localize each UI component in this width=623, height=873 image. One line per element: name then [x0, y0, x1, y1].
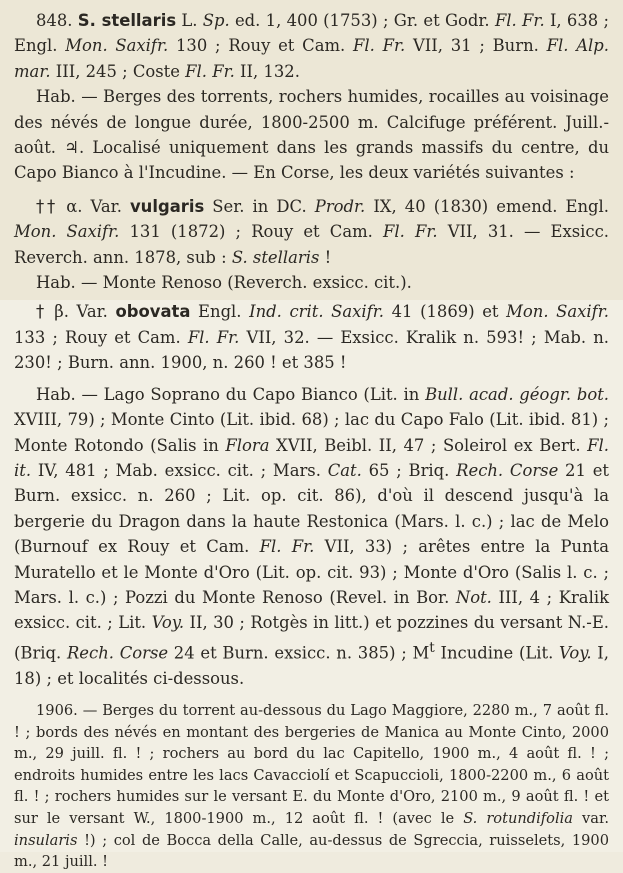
variety-alpha: †† α. Var. vulgaris Ser. in DC. Prodr. IX, 40 (1830) emend. Engl. Mon. Saxifr. 131 (1872) ; Rouy et Cam. Fl. Fr. VII, 31. — Exsicc. Reverch. ann. 1878, sub : S. stellaris !: [14, 196, 610, 267]
species-entry: 848. S. stellaris L. Sp. ed. 1, 400 (1753) ; Gr. et Godr. Fl. Fr. I, 638 ; Engl. Mon. Saxifr. 130 ; Rouy et Cam. Fl. Fr. VII, 31 ; Burn. Fl. Alp. mar. III, 245 ; Coste Fl. Fr. II, 132.: [14, 11, 610, 81]
greek-letter: α.: [66, 196, 83, 216]
observation-1906: 1906. — Berges du torrent au-dessous du Lago Maggiore, 2280 m., 7 août fl. ! ; bords des névés en montant des bergeries de Manica au Monte Cinto, 2000 m., 29 juill. fl. ! ; rochers au bord du lac Capitello, 1900 m., 4 août fl. ! ; endroits humides entre les lacs Cavacciolí et Scapuccioli, 1800-2200 m., 6 août fl. ! ; rochers humides sur le versant E. du Monte d'Oro, 2100 m., 9 août fl. ! et sur le versant W., 1800-1900 m., 12 août fl. ! (avec le S. rotundifolia var. insularis !) ; col de Bocca della Calle, au-dessus de Sgreccia, ruisselets, 1900 m., 21 juill. !: [14, 702, 609, 871]
species-habitat: Hab. — Berges des torrents, rochers humides, rocailles au voisinage des névés de longue durée, 1800-2500 m. Calcifuge préférent. Juill.-août. ♃. Localisé uniquement dans les grands massifs du centre, du Capo Bianco à l'Incudine. — En Corse, les deux variétés suivantes :: [14, 87, 610, 183]
variety-beta-habitat: Hab. — Lago Soprano du Capo Bianco (Lit. in Bull. acad. géogr. bot. XVIII, 79) ; Monte Cinto (Lit. ibid. 68) ; lac du Capo Falo (Lit. ibid. 81) ; Monte Rotondo (Salis in Flora XVII, Beibl. II, 47 ; Soleirol ex Bert. Fl. it. IV, 481 ; Mab. exsicc. cit. ; Mars. Cat. 65 ; Briq. Rech. Corse 21 et Burn. exsicc. n. 260 ; Lit. op. cit. 86), d'où il descend jusqu'à la bergerie du Dragon dans la haute Restonica (Mars. l. c.) ; lac de Melo (Burnouf ex Rouy et Cam. Fl. Fr. VII, 33) ; arêtes entre la Punta Muratello et le Monte d'Oro (Lit. op. cit. 93) ; Monte d'Oro (Salis l. c. ; Mars. l. c.) ; Pozzi du Monte Renoso (Revel. in Bor. Not. III, 4 ; Kralik exsicc. cit. ; Lit. Voy. II, 30 ; Rotgès in litt.) et pozzines du versant N.-E. (Briq. Rech. Corse 24 et Burn. exsicc. n. 385) ; $M^t$ Incudine (Lit. Voy. I, 18) ; et localités ci-dessous.: [14, 384, 610, 688]
endemic-mark: ††: [36, 196, 59, 216]
endemic-mark: †: [36, 302, 47, 322]
variety-alpha-habitat: Hab. — Monte Renoso (Reverch. exsicc. cit.).: [36, 273, 412, 293]
perennial-symbol: ♃: [64, 138, 79, 158]
variety-name: vulgaris: [129, 196, 205, 216]
variety-name: obovata: [115, 302, 191, 322]
species-number: 848.: [36, 11, 73, 30]
variety-beta: † β. Var. obovata Engl. Ind. crit. Saxifr. 41 (1869) et Mon. Saxifr. 133 ; Rouy et Cam. Fl. Fr. VII, 32. — Exsicc. Kralik n. 593! ; Mab. n. 230! ; Burn. ann. 1900, n. 260 ! et 385 !: [14, 302, 609, 373]
text-column: [14, 8, 609, 873]
greek-letter: β.: [54, 302, 69, 322]
species-name: S. stellaris: [77, 11, 177, 30]
